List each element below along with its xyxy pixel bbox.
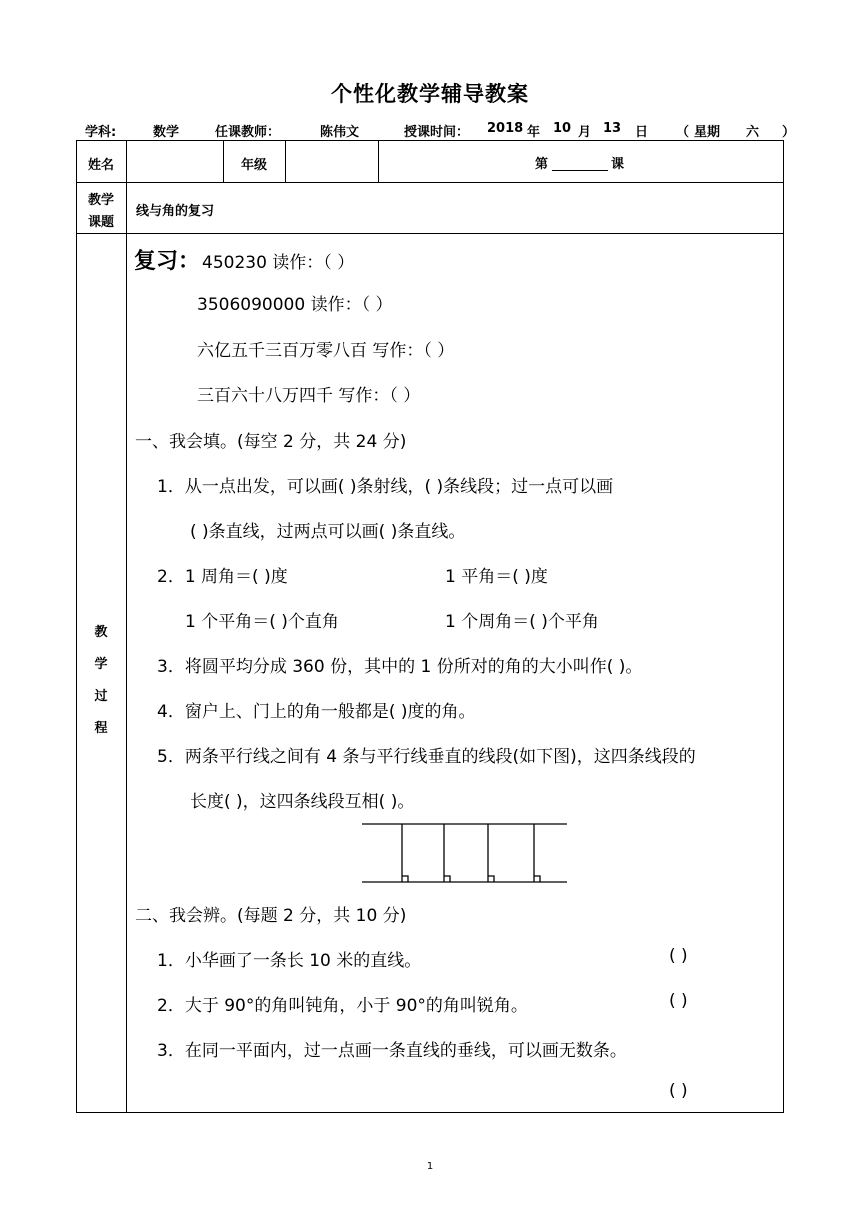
name-label: 姓名 — [87, 158, 114, 173]
table-col-divider — [285, 140, 286, 182]
topic-label-line2: 课题 — [87, 215, 114, 230]
review-heading: 复习： — [134, 249, 201, 274]
topic-label-line1: 教学 — [87, 193, 114, 208]
right-angle-mark — [534, 876, 540, 882]
review-item: 六亿五千三百万零八百 写作：（ ） — [197, 341, 455, 361]
weekday-label: 星期 — [694, 125, 721, 140]
teacher-label: 任课教师： — [215, 125, 281, 140]
parallel-lines-figure — [360, 820, 570, 886]
table-col-divider — [378, 140, 379, 182]
answer-bracket: ( ) — [669, 946, 688, 966]
section1-item: 1 个周角＝( )个平角 — [445, 612, 599, 632]
right-angle-mark — [444, 876, 450, 882]
section1-item: 1．从一点出发，可以画( )条射线，( )条线段；过一点可以画 — [157, 477, 614, 497]
section2-item: 2．大于 90°的角叫钝角，小于 90°的角叫锐角。 — [157, 996, 528, 1016]
process-label-char: 过 — [94, 689, 108, 704]
weekday-close: ） — [782, 125, 796, 140]
subject-value: 数学 — [153, 125, 180, 140]
table-col-divider — [126, 140, 127, 1113]
section1-item: 5．两条平行线之间有 4 条与平行线垂直的线段(如下图)，这四条线段的 — [157, 747, 696, 767]
year-value: 2018 — [487, 121, 524, 136]
time-label: 授课时间： — [404, 125, 470, 140]
review-item: 3506090000 读作：（ ） — [197, 295, 393, 315]
section1-item: 2．1 周角＝( )度 — [157, 567, 288, 587]
answer-bracket: ( ) — [669, 991, 688, 1011]
right-angle-mark — [488, 876, 494, 882]
review-item: 三百六十八万四千 写作：（ ） — [197, 386, 421, 406]
topic-value: 线与角的复习 — [136, 204, 215, 219]
lesson-number-blank — [552, 170, 608, 171]
lesson-prefix: 第 — [535, 157, 549, 172]
month-value: 10 — [553, 121, 572, 136]
section2-heading: 二、我会辨。(每题 2 分，共 10 分) — [135, 906, 407, 926]
section1-item: 长度( )，这四条线段互相( )。 — [190, 792, 415, 812]
table-row-divider — [76, 182, 784, 183]
grade-label: 年级 — [240, 158, 267, 173]
table-border-right — [783, 140, 784, 1113]
section2-item: 1．小华画了一条长 10 米的直线。 — [157, 951, 422, 971]
month-unit: 月 — [578, 125, 592, 140]
section1-item: 4．窗户上、门上的角一般都是( )度的角。 — [157, 702, 476, 722]
process-label-char: 学 — [94, 657, 108, 672]
section1-item: ( )条直线，过两点可以画( )条直线。 — [190, 522, 466, 542]
right-angle-mark — [402, 876, 408, 882]
process-label-char: 程 — [94, 721, 108, 736]
section1-item: 1 个平角＝( )个直角 — [185, 612, 339, 632]
lesson-suffix: 课 — [611, 157, 625, 172]
section1-heading: 一、我会填。(每空 2 分，共 24 分) — [135, 432, 407, 452]
answer-bracket: ( ) — [669, 1081, 688, 1101]
section1-item: 1 平角＝( )度 — [445, 567, 548, 587]
subject-label: 学科: — [85, 125, 117, 140]
table-border-top — [76, 140, 784, 141]
process-label-char: 教 — [94, 625, 108, 640]
day-value: 13 — [603, 121, 622, 136]
year-unit: 年 — [527, 125, 541, 140]
page-number: 1 — [426, 1161, 434, 1172]
review-item: 450230 读作：（ ） — [202, 253, 355, 273]
document-title: 个性化教学辅导教案 — [331, 82, 529, 106]
teacher-value: 陈伟文 — [320, 125, 360, 140]
table-border-bottom — [76, 1112, 784, 1113]
section1-item: 3．将圆平均分成 360 份，其中的 1 份所对的角的大小叫作( )。 — [157, 657, 643, 677]
section2-item: 3．在同一平面内，过一点画一条直线的垂线，可以画无数条。 — [157, 1041, 627, 1061]
weekday-value: 六 — [746, 125, 760, 140]
weekday-open: （ — [676, 125, 690, 140]
day-unit: 日 — [635, 125, 649, 140]
table-row-divider — [76, 233, 784, 234]
